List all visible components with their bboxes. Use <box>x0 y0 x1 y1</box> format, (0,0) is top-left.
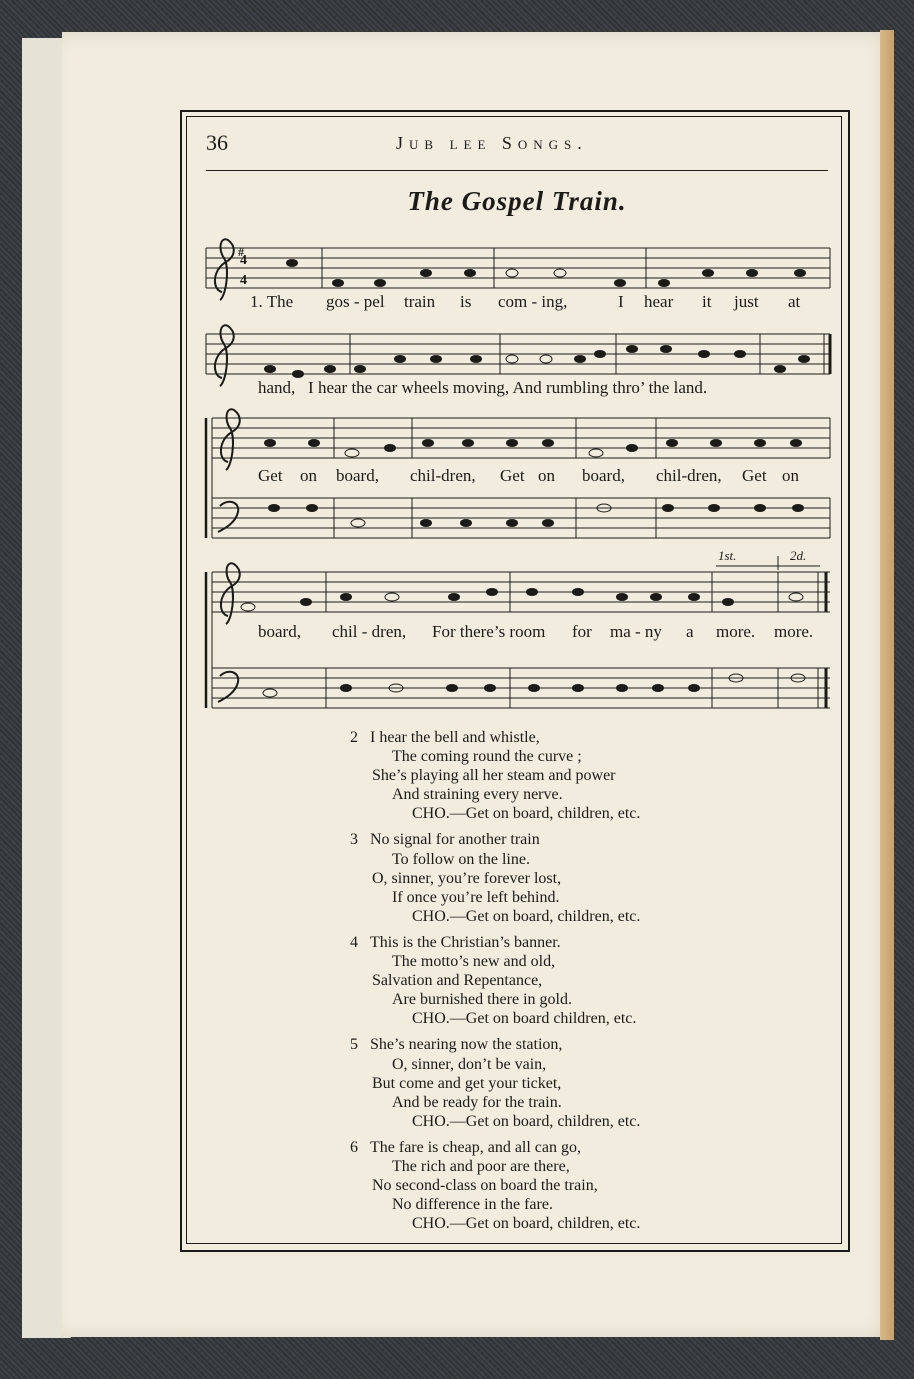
verse-chorus: CHO.—Get on board children, etc. <box>412 1010 637 1028</box>
verse-line: Salvation and Repentance, <box>372 972 543 990</box>
verse-line: No second-class on board the train, <box>372 1177 598 1195</box>
verse-line: The rich and poor are there, <box>392 1157 570 1175</box>
verse-number: 5 <box>350 1036 358 1054</box>
verse-line: Are burnished there in gold. <box>392 991 572 1009</box>
verse-number: 6 <box>350 1138 358 1156</box>
verse-line: She’s playing all her steam and power <box>372 767 616 785</box>
verse-line: To follow on the line. <box>392 850 530 868</box>
verse-line: 2 I hear the bell and whistle, <box>350 729 540 746</box>
verse-4 <box>350 933 770 1028</box>
verse-line: 6 The fare is cheap, and all can go, <box>350 1138 582 1156</box>
verse-number: 4 <box>350 933 358 951</box>
svg-text:4: 4 <box>240 253 247 268</box>
verse-line: O, sinner, don’t be vain, <box>392 1055 547 1073</box>
song-title: The Gospel Train. <box>407 186 627 216</box>
verse-number: 2 <box>350 729 358 746</box>
verse-5 <box>350 1035 770 1130</box>
ending-first-label: 1st. <box>718 548 737 563</box>
verse-number: 3 <box>350 831 358 849</box>
verse-line: The motto’s new and old, <box>392 953 556 971</box>
verse-2 <box>350 728 770 823</box>
verse-chorus: CHO.—Get on board, children, etc. <box>412 1215 641 1233</box>
verse-chorus: CHO.—Get on board, children, etc. <box>412 805 641 823</box>
svg-text:#: # <box>238 245 244 259</box>
verse-line: And straining every nerve. <box>392 786 563 804</box>
verse-6 <box>350 1138 770 1233</box>
verse-3 <box>350 830 770 925</box>
svg-text:4: 4 <box>240 273 247 288</box>
verse-chorus: CHO.—Get on board, children, etc. <box>412 1112 641 1130</box>
verse-line: If once you’re left behind. <box>392 888 560 906</box>
verse-line: The coming round the curve ; <box>392 748 582 766</box>
verse-line: But come and get your ticket, <box>372 1074 562 1092</box>
verse-line: 3 No signal for another train <box>350 831 540 849</box>
staff-1 <box>206 248 830 288</box>
ending-second-label: 2d. <box>790 548 807 563</box>
verse-line: And be ready for the train. <box>392 1093 562 1111</box>
verse-line: 4 This is the Christian’s banner. <box>350 933 561 951</box>
running-title: Jub lee Songs. <box>396 133 588 153</box>
verse-line: 5 She’s nearing now the station, <box>350 1036 563 1054</box>
clefs <box>215 239 240 702</box>
verse-line: O, sinner, you’re forever lost, <box>372 869 562 887</box>
page-number: 36 <box>206 130 228 155</box>
verse-chorus: CHO.—Get on board, children, etc. <box>412 907 641 925</box>
lyric-line-2: hand, I hear the car wheels moving, And rumbling thro’ the land. <box>258 378 708 397</box>
verses <box>350 728 770 1240</box>
verse-line: No difference in the fare. <box>392 1196 553 1214</box>
